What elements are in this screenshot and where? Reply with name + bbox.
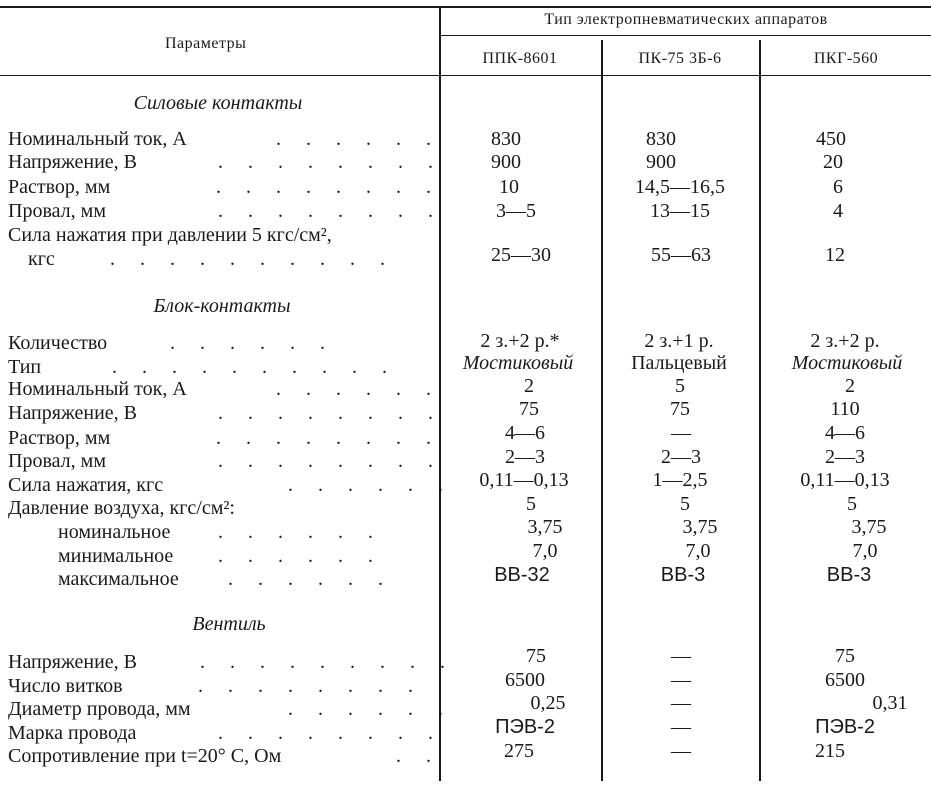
cell-ppk8601: ВВ-32 — [494, 564, 550, 586]
cell-pk75: 830 — [646, 128, 676, 150]
cell-pk75: ВВ-3 — [660, 564, 706, 586]
leader-dots: . . . . . . . . — [216, 427, 441, 449]
cell-ppk8601: 4—6 — [505, 422, 545, 444]
row-label: Сопротивление при t=20° С, Ом — [8, 745, 282, 767]
cell-ppk8601: 0,11—0,13 — [479, 469, 569, 491]
cell-pkg560: 2 — [845, 375, 855, 397]
leader-dots: . . . . . . — [218, 545, 383, 567]
row-label: Марка провода — [8, 722, 137, 744]
cell-pk75: 900 — [646, 151, 676, 173]
cell-pkg560: 2 з.+2 р. — [810, 330, 880, 352]
row-label: Сила нажатия, кгс — [8, 474, 164, 496]
row-label: минимальное — [58, 545, 174, 567]
cell-pkg560: 12 — [825, 244, 845, 266]
row-label: Провал, мм — [8, 200, 106, 222]
row-label: Номинальный ток, А — [8, 378, 187, 400]
params-header: Параметры — [165, 35, 247, 52]
leader-dots: . . . . . . — [276, 128, 441, 150]
col-header-3: ПКГ-560 — [813, 50, 879, 67]
cell-pkg560: 75 — [835, 645, 855, 667]
row-label: Напряжение, В — [8, 151, 138, 173]
column-divider-2 — [601, 40, 603, 781]
column-divider-3 — [759, 40, 761, 781]
cell-ppk8601: 75 — [526, 645, 546, 667]
cell-pkg560: ПЭВ-2 — [815, 716, 875, 738]
cell-ppk8601: 2 — [524, 375, 534, 397]
leader-dots: . . . . . . — [288, 698, 453, 720]
cell-pkg560: 3,75 — [851, 516, 887, 538]
leader-dots: . . — [396, 745, 441, 767]
cell-pkg560: 2—3 — [825, 446, 865, 468]
row-label: Давление воздуха, кгс/см²: — [8, 497, 235, 519]
cell-pkg560: ВВ-3 — [826, 564, 872, 586]
cell-pkg560: 6500 — [825, 669, 865, 691]
cell-ppk8601: 275 — [504, 740, 534, 762]
cell-pk75: — — [671, 692, 691, 714]
section-block-contacts: Блок-контакты — [153, 295, 291, 317]
row-label: Раствор, мм — [8, 427, 111, 449]
cell-pkg560: 0,31 — [872, 692, 908, 714]
cell-pkg560: 450 — [816, 128, 846, 150]
row-label: Напряжение, В — [8, 402, 138, 424]
cell-pk75: Пальцевый — [631, 352, 727, 374]
leader-dots: . . . . . . . . . . — [112, 356, 397, 378]
row-label: Диаметр провода, мм — [8, 698, 191, 720]
group-rule — [440, 35, 931, 36]
row-label-continued: кгс — [28, 248, 55, 270]
leader-dots: . . . . . . — [170, 332, 335, 354]
leader-dots: . . . . . . . . — [218, 450, 443, 472]
cell-pk75: 1—2,5 — [652, 469, 708, 491]
header-bottom-rule — [0, 75, 931, 76]
cell-ppk8601: 10 — [499, 176, 519, 198]
cell-pk75: 3,75 — [682, 516, 718, 538]
cell-ppk8601: 3—5 — [496, 200, 536, 222]
cell-pkg560: 0,11—0,13 — [800, 469, 890, 491]
leader-dots: . . . . . . — [288, 474, 453, 496]
col-header-2: ПК-75 3Б-6 — [638, 50, 722, 67]
row-label: Количество — [8, 332, 108, 354]
cell-ppk8601: 900 — [491, 151, 521, 173]
cell-pkg560: 4—6 — [825, 422, 865, 444]
cell-ppk8601: ПЭВ-2 — [495, 716, 555, 738]
cell-ppk8601: 830 — [491, 128, 521, 150]
leader-dots: . . . . . . . . — [218, 722, 443, 744]
cell-ppk8601: 0,25 — [530, 692, 566, 714]
leader-dots: . . . . . . . . . . — [110, 248, 395, 270]
group-header: Тип электропневматических аппаратов — [544, 11, 828, 28]
leader-dots: . . . . . . — [228, 568, 393, 590]
leader-dots: . . . . . . . . — [218, 151, 443, 173]
row-label: Провал, мм — [8, 450, 106, 472]
leader-dots: . . . . . . . . — [198, 675, 423, 697]
cell-pk75: 5 — [680, 493, 690, 515]
cell-pkg560: Мостиковый — [791, 352, 903, 374]
cell-pk75: 5 — [675, 375, 685, 397]
cell-ppk8601: 3,75 — [527, 516, 563, 538]
col-header-1: ППК-8601 — [482, 50, 558, 67]
row-label: Число витков — [8, 675, 123, 697]
cell-pkg560: 5 — [847, 493, 857, 515]
cell-pkg560: 7,0 — [852, 540, 878, 562]
cell-ppk8601: Мостиковый — [462, 352, 574, 374]
cell-pkg560: 6 — [833, 176, 843, 198]
leader-dots: . . . . . . — [276, 378, 441, 400]
cell-ppk8601: 2—3 — [505, 446, 545, 468]
section-valve: Вентиль — [192, 613, 266, 635]
cell-pkg560: 215 — [815, 740, 845, 762]
leader-dots: . . . . . . . . . — [200, 651, 455, 673]
leader-dots: . . . . . . — [218, 521, 383, 543]
top-rule — [0, 6, 931, 8]
cell-ppk8601: 5 — [526, 493, 536, 515]
cell-ppk8601: 25—30 — [491, 244, 551, 266]
row-label: Напряжение, В — [8, 651, 138, 673]
row-label: Номинальный ток, А — [8, 128, 187, 150]
cell-pk75: 14,5—16,5 — [635, 176, 725, 198]
cell-ppk8601: 2 з.+2 р.* — [480, 330, 560, 352]
leader-dots: . . . . . . . . — [218, 402, 443, 424]
cell-pk75: — — [671, 740, 691, 762]
cell-pkg560: 20 — [823, 151, 843, 173]
cell-pk75: — — [671, 422, 691, 444]
leader-dots: . . . . . . . . — [218, 200, 443, 222]
cell-ppk8601: 7,0 — [532, 540, 558, 562]
row-label: Тип — [8, 356, 42, 378]
row-label: номинальное — [58, 521, 171, 543]
leader-dots: . . . . . . . . — [216, 176, 441, 198]
cell-pk75: 13—15 — [650, 200, 710, 222]
cell-ppk8601: 75 — [519, 398, 539, 420]
cell-pkg560: 110 — [830, 398, 860, 420]
cell-pk75: — — [671, 716, 691, 738]
cell-pk75: 75 — [670, 398, 690, 420]
cell-pkg560: 4 — [833, 200, 843, 222]
row-label: Раствор, мм — [8, 176, 111, 198]
cell-pk75: 55—63 — [651, 244, 711, 266]
row-label: Сила нажатия при давлении 5 кгс/см², — [8, 224, 332, 246]
cell-pk75: 7,0 — [685, 540, 711, 562]
section-power-contacts: Силовые контакты — [133, 92, 303, 114]
cell-ppk8601: 6500 — [505, 669, 545, 691]
cell-pk75: — — [671, 669, 691, 691]
cell-pk75: 2 з.+1 р. — [644, 330, 714, 352]
row-label: максимальное — [58, 568, 179, 590]
cell-pk75: — — [671, 645, 691, 667]
cell-pk75: 2—3 — [661, 446, 701, 468]
